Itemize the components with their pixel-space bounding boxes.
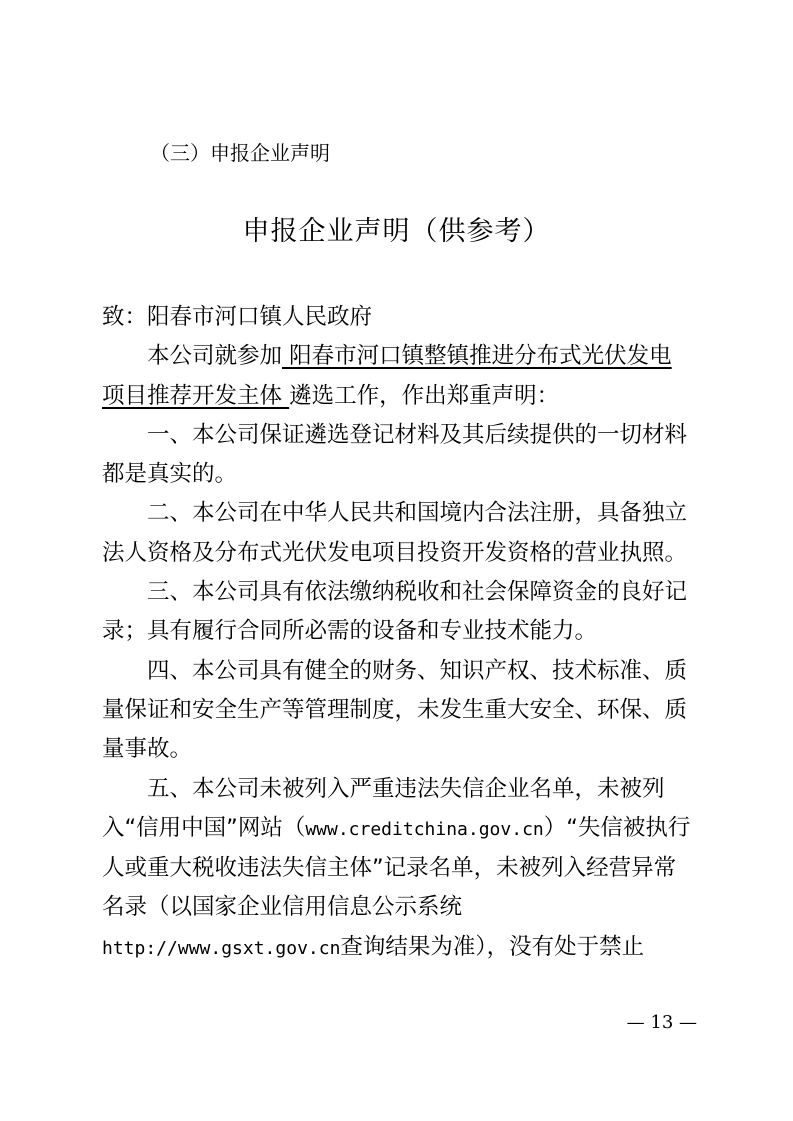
item5-text-1: 五、本公司未被列入严重违法失信企业名单，未被列入“信用中国”网站（ bbox=[102, 775, 665, 841]
item5-text-2: ）“失信被执行人或重大税收违法失信主体”记录名单，未被列入经营异常名录（以国家企业信用信息公示系统 bbox=[102, 814, 691, 921]
project-name-underlined: 阳春市河口镇整镇推进分布式光伏发电项目推荐开发主体 bbox=[102, 343, 672, 409]
gsxt-url: http://www.gsxt.gov.cn bbox=[102, 937, 341, 959]
document-title: 申报企业声明（供参考） bbox=[242, 216, 551, 247]
section-label: （三）申报企业声明 bbox=[150, 141, 330, 165]
intro-before: 本公司就参加 bbox=[147, 343, 283, 370]
creditchina-url: www.creditchina.gov.cn bbox=[305, 818, 544, 840]
intro-paragraph bbox=[102, 337, 692, 416]
item5-text-3: 查询结果为准），没有处于禁止 bbox=[340, 933, 645, 960]
declaration-item-5 bbox=[102, 770, 692, 968]
declaration-item-1: 一、本公司保证遴选登记材料及其后续提供的一切材料都是真实的。 bbox=[102, 421, 688, 488]
declaration-item-4: 四、本公司具有健全的财务、知识产权、技术标准、质量保证和安全生产等管理制度，未发生重大安全、环保、质量事故。 bbox=[102, 657, 688, 763]
intro-after: 遴选工作，作出郑重声明： bbox=[289, 382, 560, 409]
addressee-line: 致：阳春市河口镇人民政府 bbox=[102, 304, 373, 330]
declaration-item-2: 二、本公司在中华人民共和国境内合法注册，具备独立法人资格及分布式光伏发电项目投资开发资格的营业执照。 bbox=[102, 500, 688, 566]
declaration-item-3: 三、本公司具有依法缴纳税收和社会保障资金的良好记录；具有履行合同所必需的设备和专业技术能力。 bbox=[102, 579, 688, 645]
page-number: — 13 — bbox=[626, 1012, 697, 1033]
declaration-body bbox=[102, 298, 692, 968]
